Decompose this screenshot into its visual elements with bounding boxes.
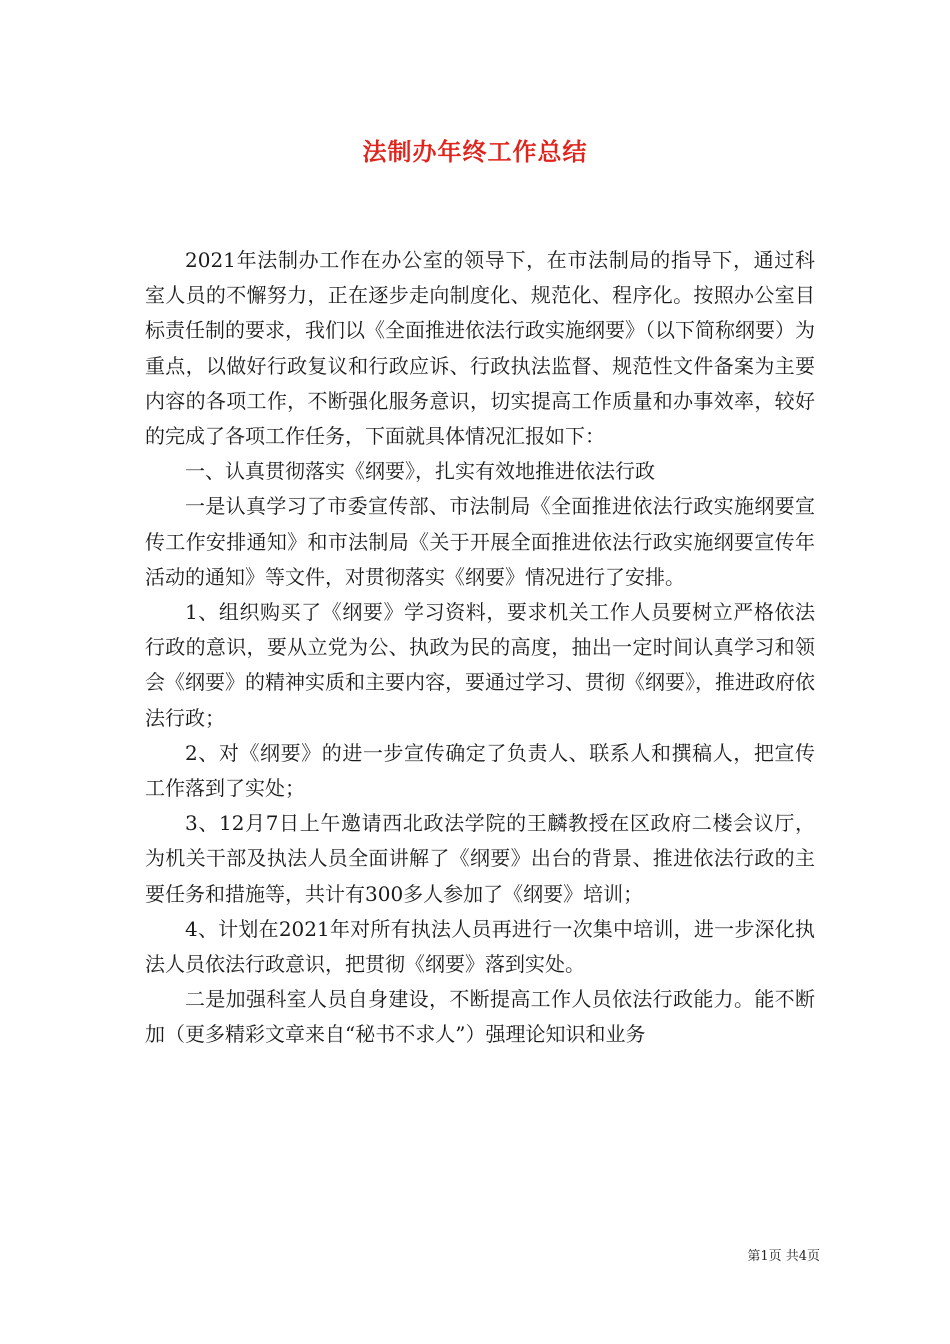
document-body: [145, 243, 815, 1053]
paragraph-point-1: 一是认真学习了市委宣传部、市法制局《全面推进依法行政实施纲要宣传工作安排通知》和市法制局《关于开展全面推进依法行政实施纲要宣传年活动的通知》等文件，对贯彻落实《纲要》情况进行了安排。: [145, 494, 815, 589]
page-footer: 第1页 共4页: [747, 1249, 820, 1264]
paragraph-intro: 2021年法制办工作在办公室的领导下，在市法制局的指导下，通过科室人员的不懈努力，正在逐步走向制度化、规范化、程序化。按照办公室目标责任制的要求，我们以《全面推进依法行政实施纲要》（以下简称纲要）为重点，以做好行政复议和行政应诉、行政执法监督、规范性文件备案为主要内容的各项工作，不断强化服务意识，切实提高工作质量和办事效率，较好的完成了各项工作任务，下面就具体情况汇报如下：: [145, 248, 815, 449]
paragraph-item-4: 4、计划在2021年对所有执法人员再进行一次集中培训，进一步深化执法人员依法行政意识，把贯彻《纲要》落到实处。: [145, 916, 815, 977]
paragraph-item-3: 3、12月7日上午邀请西北政法学院的王麟教授在区政府二楼会议厅，为机关干部及执法人员全面讲解了《纲要》出台的背景、推进依法行政的主要任务和措施等，共计有300多人参加了《纲要》培训；: [145, 811, 815, 906]
document-title: 法制办年终工作总结: [362, 137, 588, 166]
paragraph-item-2: 2、对《纲要》的进一步宣传确定了负责人、联系人和撰稿人，把宣传工作落到了实处；: [145, 740, 815, 801]
paragraph-point-2: 二是加强科室人员自身建设，不断提高工作人员依法行政能力。能不断加（更多精彩文章来自“秘书不求人”）强理论知识和业务: [145, 987, 815, 1047]
paragraph-item-1: 1、组织购买了《纲要》学习资料，要求机关工作人员要树立严格依法行政的意识，要从立党为公、执政为民的高度，抽出一定时间认真学习和领会《纲要》的精神实质和主要内容，要通过学习、贯彻《纲要》，推进政府依法行政；: [145, 600, 815, 730]
section-heading-1: 一、认真贯彻落实《纲要》，扎实有效地推进依法行政: [185, 459, 655, 484]
